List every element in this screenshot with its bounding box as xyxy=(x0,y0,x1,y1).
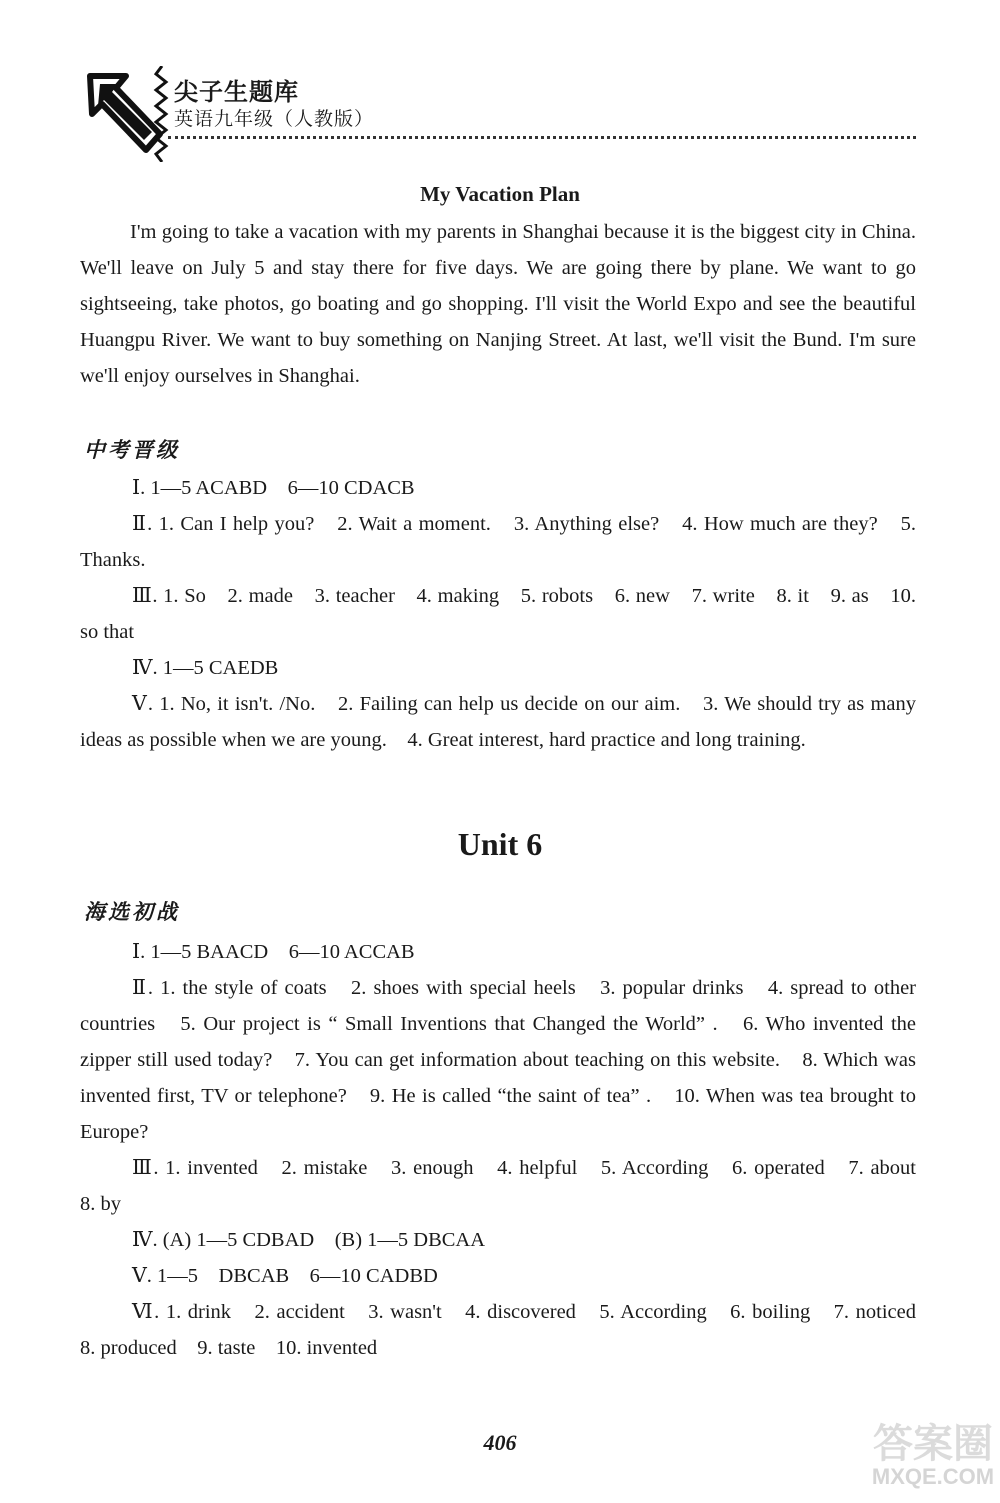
unit-title: Unit 6 xyxy=(457,826,543,862)
page-number: 406 xyxy=(483,1430,517,1455)
watermark-logo: 答案圈 xyxy=(873,1421,993,1467)
series-subtitle: 英语九年级（人教版） xyxy=(174,109,375,130)
answer-line: Ⅲ. 1. invented 2. mistake 3. enough 4. helpful 5. According 6. operated 7. about 8. by xyxy=(80,1157,937,1215)
essay-body xyxy=(80,214,916,394)
answer-line: Ⅱ. 1. Can I help you? 2. Wait a moment. 3. Anything else? 4. How much are they? 5. Thanks. xyxy=(80,513,916,571)
answer-line: Ⅰ. 1—5 BAACD 6—10 ACCAB xyxy=(132,941,415,963)
section-heading-zhongkao: 中考晋级 xyxy=(84,438,180,462)
watermark-url: MXQE.COM xyxy=(871,1464,995,1489)
header-dotted-rule xyxy=(168,136,916,139)
answer-line: Ⅳ. (A) 1—5 CDBAD (B) 1—5 DBCAA xyxy=(132,1229,486,1251)
answer-line: Ⅲ. 1. So 2. made 3. teacher 4. making 5. robots 6. new 7. write 8. it 9. as 10. so that xyxy=(80,585,916,643)
answer-line: Ⅴ. 1. No, it isn't. /No. 2. Failing can help us decide on our aim. 3. We should try as many ideas as possible when we are young. 4. Great interest, hard practice and long training. xyxy=(80,693,916,751)
answer-line: Ⅴ. 1—5 DBCAB 6—10 CADBD xyxy=(132,1265,438,1287)
answer-line: Ⅳ. 1—5 CAEDB xyxy=(132,657,279,679)
essay-paragraph: I'm going to take a vacation with my parents in Shanghai because it is the biggest city in China. We'll leave on July 5 and stay there for five days. We are going there by plane. We want to go sightseeing, take photos, go boating and go shopping. I'll visit the World Expo and see the beautiful Huangpu River. We want to buy something on Nanjing Street. At last, we'll visit the Bund. I'm sure we'll enjoy ourselves in Shanghai. xyxy=(80,221,916,387)
book-header xyxy=(86,66,916,162)
series-title: 尖子生题库 xyxy=(174,80,299,106)
section1-answers xyxy=(80,470,916,758)
answer-line: Ⅱ. 1. the style of coats 2. shoes with special heels 3. popular drinks 4. spread to other countries 5. Our project is “ Small Inventions that Changed the World” . 6. Who invented the zipper still used today? 7. You can get information about teaching on this website. 8. Which was invented first, TV or telephone? 9. He is called “the saint of tea” . 10. When was tea brought to Europe? xyxy=(80,977,916,1143)
site-watermark xyxy=(868,1412,998,1500)
answer-line: Ⅰ. 1—5 ACABD 6—10 CDACB xyxy=(132,477,415,499)
section-heading-haixuan: 海选初战 xyxy=(84,900,180,924)
section2-answers xyxy=(80,934,937,1366)
zigzag-divider-icon xyxy=(152,66,172,162)
essay-title: My Vacation Plan xyxy=(420,182,580,206)
answer-line: Ⅵ. 1. drink 2. accident 3. wasn't 4. discovered 5. According 6. boiling 7. noticed 8. produced 9. taste 10. invented xyxy=(80,1301,937,1359)
